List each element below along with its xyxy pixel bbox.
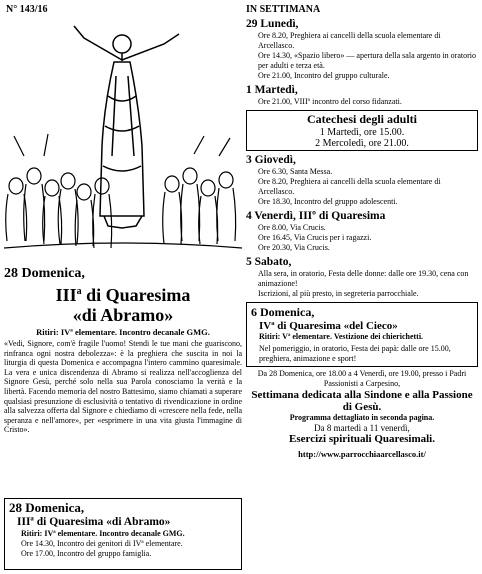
event-line: Alla sera, in oratorio, Festa delle donne: dalle ore 19.30, cena con animazione! (258, 269, 469, 288)
week-title: IN SETTIMANA (246, 4, 321, 15)
box-day: 28 Domenica, (9, 500, 85, 515)
catechesi-line: 2 Mercoledì, ore 21.00. (315, 138, 409, 149)
sunday-summary-box (4, 498, 242, 570)
footer-highlight: Settimana dedicata alla Sindone e alla Passione di Gesù. (251, 389, 473, 413)
title-num: III (55, 285, 77, 305)
event-line: Ore 14.30, «Spazio libero» — apertura della sala argento in oratorio per adulti e terza età. (258, 51, 477, 70)
sunday-title-line2: «di Abramo» (72, 305, 174, 325)
day-block (246, 18, 478, 81)
day-heading: 29 Lunedì, (246, 18, 299, 30)
event-line: Iscrizioni, al più presto, in segreteria parrocchiale. (258, 289, 419, 298)
left-column (4, 4, 242, 570)
event-line: Ore 6.30, Santa Messa. (258, 167, 333, 176)
event-line: Ore 21.00, Incontro del gruppo culturale. (258, 71, 390, 80)
box-day: 6 Domenica, (251, 305, 315, 319)
footer-line: Da 28 Domenica, ore 18.00 a 4 Venerdì, ore 19.00, presso i Padri Passionisti a Carpesino, (257, 369, 467, 388)
footer-line: Programma dettagliato in seconda pagina. (289, 413, 435, 422)
next-sunday-box (246, 302, 478, 367)
event-line: Ore 8.20, Preghiera ai cancelli della scuola elementare di Arcellasco. (258, 177, 441, 196)
day-heading: 5 Sabato, (246, 256, 292, 268)
right-column (246, 4, 478, 570)
day-heading: 28 Domenica, (4, 266, 85, 281)
event-line: Ore 8.00, Via Crucis. (258, 223, 326, 232)
title-rest: di Quaresima (81, 285, 191, 305)
event-line: Ore 16.45, Via Crucis per i ragazzi. (258, 233, 372, 242)
box-title: IVª di Quaresima «del Cieco» (259, 320, 398, 332)
footer (246, 369, 478, 459)
event-line: Ore 20.30, Via Crucis. (258, 243, 330, 252)
box-note: Nel pomeriggio, in oratorio, Festa dei papà: dalle ore 15.00, preghiera, animazione e sport! (259, 344, 451, 363)
day-heading: 1 Martedì, (246, 84, 298, 96)
sunday-article (4, 266, 242, 435)
jesus-crowd-illustration (4, 16, 242, 256)
title-sup: a (76, 286, 82, 297)
catechesi-line: 1 Martedì, ore 15.00. (319, 127, 405, 138)
day-block (246, 84, 478, 107)
ritiri-note: Ritiri: IVª elementare. Incontro decanale GMG. (36, 327, 210, 337)
footer-line: Da 8 martedì a 11 venerdì, (314, 423, 410, 433)
box-line: Ore 14.30, Incontro dei genitori di IVª elementare. (21, 539, 183, 548)
day-block (246, 210, 478, 253)
box-line: Ore 17.00, Incontro del gruppo famiglia. (21, 549, 152, 558)
catechesi-box (246, 110, 478, 151)
footer-highlight: Esercizi spirituali Quaresimali. (289, 433, 435, 445)
sunday-title (4, 282, 242, 305)
day-heading: 4 Venerdì, IIIº di Quaresima (246, 210, 386, 222)
event-line: Ore 18.30, Incontro del gruppo adolescenti. (258, 197, 398, 206)
day-block (246, 256, 478, 299)
box-ritiri: Ritiri: Vª elementare. Vestizione dei chierichetti. (259, 332, 424, 341)
catechesi-title: Catechesi degli adulti (307, 112, 417, 126)
issue-number: N° 143/16 (6, 4, 48, 15)
day-block (246, 154, 478, 207)
event-line: Ore 21.00, VIIIº incontro del corso fidanzati. (258, 97, 402, 106)
website-link[interactable]: http://www.parrocchiaarcellasco.it/ (298, 449, 426, 459)
event-line: Ore 8.20, Preghiera ai cancelli della scuola elementare di Arcellasco. (258, 31, 441, 50)
day-heading: 3 Giovedì, (246, 154, 296, 166)
prayer-text: «Vedi, Signore, com'è fragile l'uomo! Stendi le tue mani che guariscono, rinfranca ogni nostra debolezza»: è la preghiera che suscita in noi la liturgia di questa Domenica e accompagna l'intero cammino quaresimale. La vera e unica discendenza di Abramo si realizza nell'accoglienza del Signore Gesù, perché solo nella sua Parola conosciamo la verità e la libertà. Facendo memoria del nostro Battesimo, siamo chiamati a superare qualsiasi presunzione di esclusività o tentativo di rivendicazione in ordine alla salvezza offerta dal Signore e chiediamo di «crescere nella fede, nella speranza e nell'amore», per «esprimere in una vita giusta l'immagine di Cristo». (4, 339, 242, 435)
box-ritiri: Ritiri: IVª elementare. Incontro decanale GMG. (21, 529, 185, 538)
box-title: IIIª di Quaresima «di Abramo» (17, 516, 171, 528)
